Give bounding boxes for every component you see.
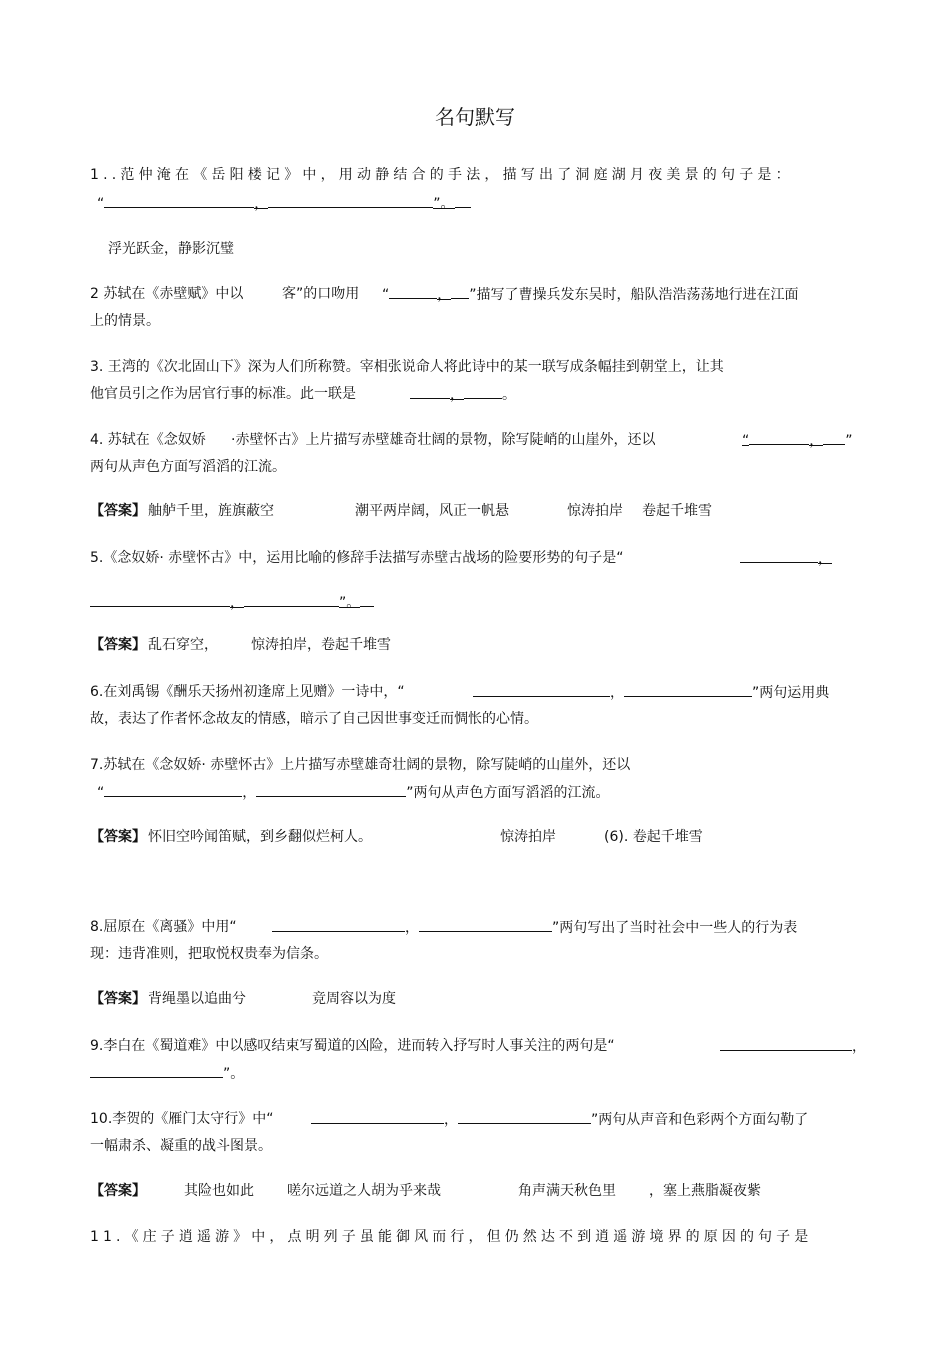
answer-label: 【答案】 [90, 1183, 146, 1199]
answer-label: 【答案】 [90, 637, 146, 653]
answer-label: 【答案】 [90, 991, 146, 1007]
question-5-text: 5.《念奴娇· 赤壁怀古》中，运用比喻的修辞手法描写赤壁古战场的险要形势的句子是“ [90, 550, 624, 566]
fill-blank[interactable] [458, 1110, 591, 1124]
fill-blank[interactable] [740, 549, 818, 563]
question-10-blank-line [311, 1110, 808, 1129]
fill-blank[interactable] [749, 431, 809, 445]
answer-text: 其险也如此 [184, 1183, 254, 1199]
question-1-answer: 浮光跃金，静影沉璧 [108, 241, 234, 257]
fill-blank[interactable] [624, 683, 752, 697]
period: 。 [502, 387, 516, 403]
fill-blank[interactable] [90, 593, 230, 607]
blank-comma: ， [437, 287, 452, 303]
question-5-blank-line [740, 549, 832, 568]
fill-blank[interactable] [90, 1064, 223, 1078]
page-title: 名句默写 [435, 105, 515, 129]
fill-blank[interactable] [268, 194, 433, 208]
answer-label: 【答案】 [90, 503, 146, 519]
fill-blank[interactable] [256, 783, 406, 797]
fill-blank[interactable] [272, 918, 405, 932]
question-10-text: 10.李贺的《雁门太守行》中“ [90, 1111, 274, 1127]
question-2-text: ”描写了曹操兵发东吴时，船队浩浩荡荡地行进在江面 [469, 287, 799, 303]
question-9-text: 9.李白在《蜀道难》中以感叹结束写蜀道的凶险，进而转入抒写时人事关注的两句是“ [90, 1038, 615, 1054]
answer-text: 乱石穿空， [148, 637, 218, 653]
fill-blank[interactable] [410, 385, 450, 399]
answer-text: ，塞上燕脂凝夜紫 [649, 1183, 761, 1199]
question-7-text: ”两句从声色方面写滔滔的江流。 [406, 785, 610, 801]
question-6-text: 故，表达了作者怀念故友的情感，暗示了自己因世事变迁而惆怅的心情。 [90, 711, 538, 727]
fill-blank[interactable] [389, 285, 437, 299]
blank-comma: ， [444, 1112, 458, 1128]
fill-blank[interactable] [473, 683, 610, 697]
open-quote: “ [742, 433, 750, 449]
question-8-text: 现：违背准则，把取悦权贵奉为信条。 [90, 946, 328, 962]
fill-blank[interactable] [104, 194, 254, 208]
question-6-text: 6.在刘禹锡《酬乐天扬州初逢席上见赠》一诗中，“ [90, 684, 405, 700]
close-quote: ”。 [433, 196, 455, 212]
answer-text: (6). 卷起千堆雪 [604, 829, 703, 845]
question-7-text: 7.苏轼在《念奴娇· 赤壁怀古》上片描写赤壁雄奇壮阔的景物，除写陡峭的山崖外，还以 [90, 757, 631, 773]
blank-tail [360, 593, 374, 607]
fill-blank[interactable] [244, 593, 339, 607]
blank-comma: ， [809, 433, 824, 449]
blank-tail [455, 194, 471, 208]
blank-comma: ， [242, 785, 257, 801]
question-2-text: 上的情景。 [90, 313, 160, 329]
question-4-text: 4. 苏轼在《念奴娇 [90, 432, 206, 448]
close-quote: ” [845, 433, 853, 449]
question-1-text: 1..范仲淹在《岳阳楼记》中，用动静结合的手法，描写出了洞庭湖月夜美景的句子是： [90, 167, 794, 183]
answer-text: 怀旧空吟闻笛赋，到乡翻似烂柯人。 [148, 829, 372, 845]
fill-blank[interactable] [451, 285, 469, 299]
answer-text: 潮平两岸阔，风正一帆悬 [355, 503, 509, 519]
question-6-text: ”两句运用典 [752, 685, 830, 701]
question-3-text: 3. 王湾的《次北固山下》深为人们所称赞。宰相张说命人将此诗中的某一联写成条幅挂到朝堂上，让其 [90, 359, 724, 375]
answer-text: 惊涛拍岸，卷起千堆雪 [251, 637, 391, 653]
question-4-text: ·赤壁怀古》上片描写赤壁雄奇壮阔的景物，除写陡峭的山崖外，还以 [231, 432, 656, 448]
answer-text: 惊涛拍岸 [500, 829, 556, 845]
blank-comma: ， [230, 595, 244, 611]
question-8-text: ”两句写出了当时社会中一些人的行为表 [552, 920, 798, 936]
open-quote: “ [97, 196, 105, 212]
question-10-text: ”两句从声音和色彩两个方面勾勒了 [591, 1112, 809, 1128]
answer-text: 惊涛拍岸 [567, 503, 623, 519]
question-9-blank-line [720, 1037, 866, 1056]
fill-blank[interactable] [311, 1110, 444, 1124]
blank-comma: ， [405, 920, 419, 936]
answer-text: 背绳墨以追曲兮 [148, 991, 246, 1007]
blank-comma: ， [450, 387, 464, 403]
question-8-text: 8.屈原在《离骚》中用“ [90, 919, 237, 935]
blank-comma: ， [254, 196, 269, 212]
question-5-blank-line [90, 593, 374, 612]
open-quote: “ [97, 785, 105, 801]
question-2-blank-line [382, 285, 799, 304]
answer-label: 【答案】 [90, 829, 146, 845]
fill-blank[interactable] [823, 431, 845, 445]
answer-text: 嗟尔远道之人胡为乎来哉 [287, 1183, 441, 1199]
question-11-text: 11.《庄子逍遥游》中，点明列子虽能御风而行，但仍然达不到逍遥游境界的原因的句子是 [90, 1229, 813, 1245]
close-quote: ”。 [223, 1066, 245, 1082]
fill-blank[interactable] [720, 1037, 852, 1051]
blank-comma: ， [818, 551, 832, 567]
question-9-blank-line [90, 1064, 244, 1083]
question-1-blank-line [97, 194, 471, 213]
question-6-blank-line [473, 683, 829, 702]
answer-text: 竞周容以为度 [312, 991, 396, 1007]
question-2-text: 2 苏轼在《赤壁赋》中以 [90, 286, 244, 302]
fill-blank[interactable] [104, 783, 242, 797]
question-7-blank-line [97, 783, 610, 802]
answer-text: 卷起千堆雪 [642, 503, 712, 519]
question-4-text: 两句从声色方面写滔滔的江流。 [90, 459, 286, 475]
question-4-blank-line [742, 431, 853, 450]
question-10-text: 一幅肃杀、凝重的战斗图景。 [90, 1138, 272, 1154]
question-3-text: 他官员引之作为居官行事的标准。此一联是 [90, 386, 356, 402]
fill-blank[interactable] [419, 918, 552, 932]
question-2-text: 客”的口吻用 [282, 286, 360, 302]
question-8-blank-line [272, 918, 797, 937]
answer-text: 舳舻千里，旌旗蔽空 [148, 503, 274, 519]
answer-text: 角声满天秋色里 [518, 1183, 616, 1199]
question-3-blank-line [410, 385, 516, 404]
blank-comma: ， [852, 1039, 866, 1055]
blank-comma: ， [610, 685, 624, 701]
fill-blank[interactable] [464, 385, 502, 399]
close-quote: ”。 [339, 595, 361, 611]
open-quote: “ [382, 287, 390, 303]
